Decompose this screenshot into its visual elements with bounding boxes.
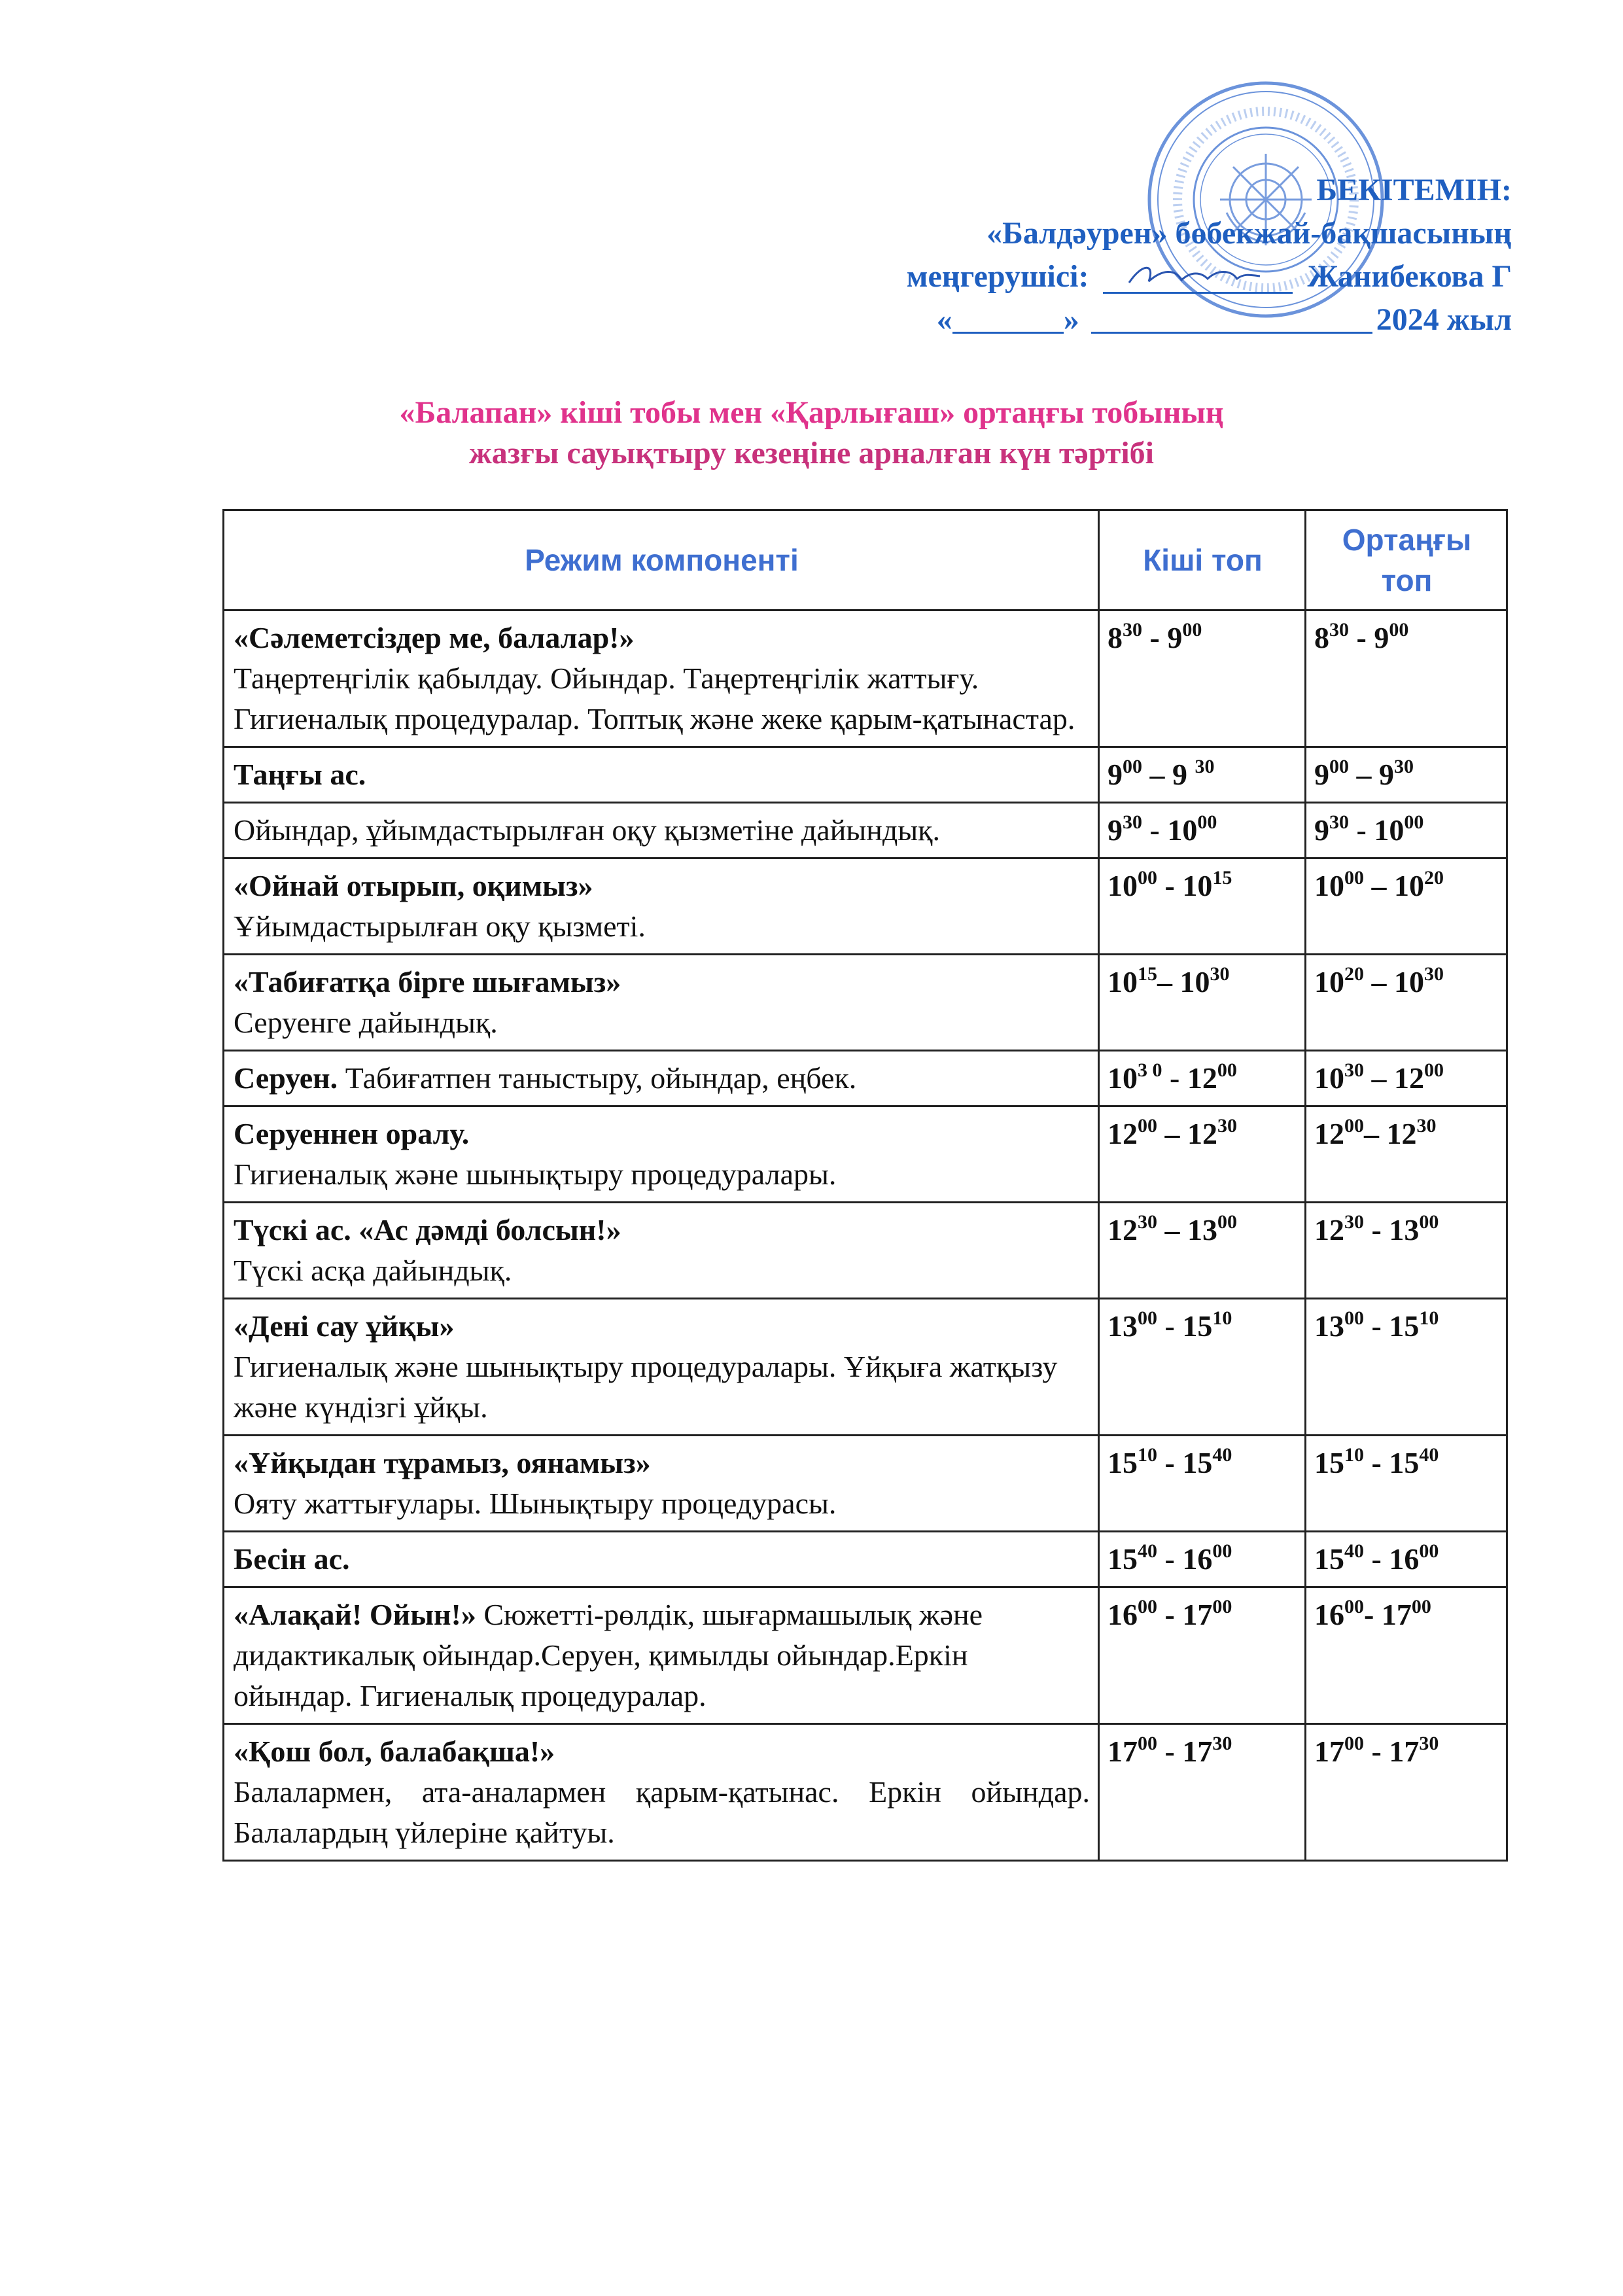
time-separator: - (1157, 1735, 1183, 1768)
time-minutes: 30 (1123, 619, 1142, 641)
time-hours: 9 (1314, 758, 1329, 791)
time-hours: 15 (1108, 1446, 1138, 1479)
middle-group-time (1306, 1724, 1507, 1861)
time-minutes: 00 (1389, 619, 1409, 641)
time-minutes: 30 (1329, 619, 1349, 641)
time-hours: 10 (1314, 869, 1344, 902)
regime-cell (224, 1532, 1099, 1587)
time-minutes: 00 (1404, 811, 1424, 833)
junior-group-time (1099, 1724, 1306, 1861)
time-minutes: 10 (1138, 1444, 1157, 1466)
activity-title: «Дені сау ұйқы» (234, 1309, 455, 1343)
regime-cell (224, 1436, 1099, 1532)
time-separator: - (1142, 621, 1168, 654)
schedule-body (224, 610, 1507, 1861)
time-hours: 9 (1379, 758, 1394, 791)
junior-group-time (1099, 858, 1306, 955)
activity-description: Ойындар, ұйымдастырылған оқу қызметіне дайындық. (234, 813, 941, 847)
time-minutes: 00 (1123, 756, 1142, 777)
time-hours: 12 (1187, 1117, 1217, 1150)
time-minutes: 00 (1138, 1115, 1157, 1137)
time-hours: 13 (1187, 1213, 1217, 1246)
table-row (224, 1532, 1507, 1587)
activity-description: Ояту жаттығулары. Шынықтыру процедурасы. (234, 1487, 837, 1520)
time-minutes: 30 (1123, 811, 1142, 833)
activity-description: Серуенге дайындық. (234, 1006, 498, 1039)
table-row (224, 1724, 1507, 1861)
time-separator: - (1157, 1446, 1183, 1479)
time-hours: 10 (1182, 869, 1213, 902)
time-hours: 12 (1386, 1117, 1417, 1150)
middle-group-time (1306, 1299, 1507, 1436)
time-minutes: 00 (1344, 1115, 1364, 1137)
activity-title: «Қош бол, балабақша!» (234, 1735, 555, 1768)
time-separator: - (1364, 1735, 1389, 1768)
daily-schedule-table (222, 509, 1508, 1862)
time-separator: – (1364, 869, 1394, 902)
time-minutes: 00 (1419, 1540, 1439, 1562)
time-minutes: 00 (1424, 1059, 1444, 1081)
regime-cell (224, 858, 1099, 955)
middle-group-time (1306, 747, 1507, 803)
time-separator: – (1364, 1117, 1387, 1150)
time-hours: 10 (1108, 1061, 1138, 1095)
header-junior-group: Кіші топ (1099, 510, 1306, 610)
time-separator: – (1157, 965, 1180, 998)
junior-group-time (1099, 1436, 1306, 1532)
time-hours: 16 (1182, 1542, 1213, 1576)
time-separator: – (1349, 758, 1379, 791)
date-day-blank (952, 303, 1064, 334)
time-minutes: 00 (1138, 1307, 1157, 1329)
time-hours: 10 (1374, 813, 1405, 847)
time-minutes: 3 0 (1138, 1059, 1162, 1081)
time-minutes: 30 (1424, 963, 1444, 985)
time-separator: - (1157, 869, 1183, 902)
time-hours: 10 (1394, 869, 1424, 902)
activity-description: Түскі асқа дайындық. (234, 1254, 512, 1287)
time-hours: 10 (1394, 965, 1424, 998)
time-hours: 12 (1314, 1213, 1344, 1246)
time-minutes: 00 (1411, 1596, 1431, 1617)
activity-description: Балалармен, ата-аналармен қарым-қатынас. Еркін ойындар. Балалардың үйлеріне қайтуы. (234, 1775, 1090, 1849)
table-row (224, 1051, 1507, 1106)
signature-line (1103, 256, 1293, 294)
regime-cell (224, 955, 1099, 1051)
time-minutes: 20 (1424, 867, 1444, 889)
time-minutes: 30 (1344, 1059, 1364, 1081)
time-minutes: 30 (1329, 811, 1349, 833)
time-minutes: 30 (1394, 756, 1414, 777)
table-row (224, 858, 1507, 955)
time-minutes: 00 (1217, 1059, 1237, 1081)
middle-group-time (1306, 1051, 1507, 1106)
activity-description: Гигиеналық және шынықтыру процедуралары. Ұйқыға жатқызу және күндізгі ұйқы. (234, 1350, 1058, 1424)
time-minutes: 00 (1217, 1211, 1237, 1233)
time-hours: 9 (1108, 813, 1123, 847)
time-separator: - (1364, 1598, 1382, 1631)
junior-group-time (1099, 955, 1306, 1051)
time-minutes: 30 (1419, 1733, 1439, 1754)
time-minutes: 30 (1210, 963, 1230, 985)
time-hours: 16 (1108, 1598, 1138, 1631)
table-row (224, 955, 1507, 1051)
year-label: 2024 жыл (1376, 302, 1512, 337)
time-minutes: 30 (1344, 1211, 1364, 1233)
activity-title: «Сәлеметсіздер ме, балалар!» (234, 621, 635, 654)
time-minutes: 15 (1138, 963, 1157, 985)
time-hours: 8 (1314, 621, 1329, 654)
junior-group-time (1099, 1532, 1306, 1587)
time-minutes: 20 (1344, 963, 1364, 985)
time-minutes: 00 (1212, 1540, 1232, 1562)
middle-group-time (1306, 955, 1507, 1051)
time-minutes: 00 (1344, 1596, 1364, 1617)
activity-title: Серуеннен оралу. (234, 1117, 470, 1150)
activity-title: Серуен. (234, 1061, 338, 1095)
time-hours: 10 (1314, 965, 1344, 998)
approval-block (596, 169, 1512, 342)
middle-group-time (1306, 803, 1507, 858)
time-hours: 15 (1389, 1446, 1420, 1479)
regime-cell (224, 803, 1099, 858)
junior-group-time (1099, 1299, 1306, 1436)
time-separator: - (1349, 621, 1374, 654)
time-separator: - (1349, 813, 1374, 847)
time-hours: 10 (1167, 813, 1198, 847)
time-hours: 10 (1108, 965, 1138, 998)
middle-group-time (1306, 858, 1507, 955)
regime-cell (224, 1203, 1099, 1299)
table-row (224, 610, 1507, 747)
approval-position-line (596, 255, 1512, 298)
middle-group-time (1306, 1532, 1507, 1587)
regime-cell (224, 610, 1099, 747)
table-row (224, 747, 1507, 803)
time-separator: - (1157, 1309, 1183, 1343)
time-hours: 17 (1389, 1735, 1420, 1768)
table-header-row (224, 510, 1507, 610)
time-minutes: 30 (1217, 1115, 1237, 1137)
time-hours: 10 (1108, 869, 1138, 902)
approval-date-line: « » 2024 жыл (936, 302, 1512, 337)
middle-group-time (1306, 610, 1507, 747)
activity-title: Бесін ас. (234, 1542, 350, 1576)
activity-title: Түскі ас. «Ас дәмді болсын!» (234, 1213, 621, 1246)
time-hours: 17 (1314, 1735, 1344, 1768)
time-minutes: 00 (1344, 1733, 1364, 1754)
time-minutes: 40 (1344, 1540, 1364, 1562)
regime-cell (224, 747, 1099, 803)
regime-cell (224, 1587, 1099, 1724)
time-hours: 15 (1182, 1446, 1213, 1479)
time-separator: - (1364, 1213, 1389, 1246)
time-hours: 17 (1182, 1598, 1213, 1631)
time-minutes: 40 (1419, 1444, 1439, 1466)
time-separator: - (1142, 813, 1168, 847)
middle-group-time (1306, 1436, 1507, 1532)
time-hours: 17 (1381, 1598, 1412, 1631)
time-hours: 12 (1394, 1061, 1424, 1095)
time-separator: - (1364, 1446, 1389, 1479)
time-minutes: 15 (1212, 867, 1232, 889)
document-title (0, 393, 1623, 474)
time-hours: 13 (1314, 1309, 1344, 1343)
activity-description: Сюжетті-рөлдік, шығармашылық және дидактикалық ойындар.Серуен, қимылды ойындар.Еркін ойындар. Гигиеналық процедуралар. (234, 1598, 983, 1712)
time-minutes: 30 (1138, 1211, 1157, 1233)
time-separator: - (1157, 1542, 1183, 1576)
time-hours: 12 (1108, 1213, 1138, 1246)
time-hours: 16 (1389, 1542, 1420, 1576)
time-minutes: 30 (1195, 756, 1215, 777)
time-minutes: 00 (1138, 1733, 1157, 1754)
activity-title: Таңғы ас. (234, 758, 366, 791)
time-separator: – (1364, 965, 1394, 998)
time-hours: 9 (1374, 621, 1389, 654)
activity-title: «Ойнай отырып, оқимыз» (234, 869, 593, 902)
time-separator: – (1142, 758, 1172, 791)
time-hours: 13 (1389, 1213, 1420, 1246)
time-separator: - (1162, 1061, 1187, 1095)
approval-heading: БЕКІТЕМІН: (1316, 173, 1512, 207)
header-middle-group: Ортаңғы топ (1306, 510, 1507, 610)
regime-cell (224, 1051, 1099, 1106)
date-month-blank (1091, 303, 1372, 334)
time-hours: 15 (1182, 1309, 1213, 1343)
time-hours: 13 (1108, 1309, 1138, 1343)
time-minutes: 10 (1419, 1307, 1439, 1329)
title-line-1: «Балапан» кіші тобы мен «Қарлығаш» ортаңғы тобының (399, 395, 1224, 430)
table-row (224, 1106, 1507, 1203)
time-minutes: 00 (1138, 1596, 1157, 1617)
time-hours: 16 (1314, 1598, 1344, 1631)
time-minutes: 00 (1138, 867, 1157, 889)
time-minutes: 00 (1329, 756, 1349, 777)
time-minutes: 00 (1197, 811, 1217, 833)
time-hours: 15 (1314, 1446, 1344, 1479)
manager-name: Жанибекова Г (1307, 259, 1512, 294)
table-row (224, 1587, 1507, 1724)
time-hours: 9 (1167, 621, 1183, 654)
title-line-2: жазғы сауықтыру кезеңіне арналған күн тәртібі (468, 436, 1155, 470)
activity-title: «Алақай! Ойын!» (234, 1598, 476, 1631)
time-minutes: 00 (1212, 1596, 1232, 1617)
time-hours: 10 (1179, 965, 1210, 998)
time-hours: 9 (1172, 758, 1195, 791)
approval-org-line: «Балдәурен» бөбекжай-бақшасының (986, 216, 1512, 251)
junior-group-time (1099, 1106, 1306, 1203)
time-hours: 9 (1314, 813, 1329, 847)
junior-group-time (1099, 803, 1306, 858)
table-row (224, 1203, 1507, 1299)
time-minutes: 10 (1212, 1307, 1232, 1329)
time-minutes: 30 (1416, 1115, 1437, 1137)
activity-description: Ұйымдастырылған оқу қызметі. (234, 910, 646, 943)
handwritten-signature (1103, 256, 1293, 292)
junior-group-time (1099, 610, 1306, 747)
time-hours: 17 (1182, 1735, 1213, 1768)
time-minutes: 00 (1344, 867, 1364, 889)
junior-group-time (1099, 1051, 1306, 1106)
header-regime-component: Режим компоненті (224, 510, 1099, 610)
activity-description: Гигиеналық және шынықтыру процедуралары. (234, 1157, 837, 1191)
time-hours: 15 (1314, 1542, 1344, 1576)
activity-description: Табиғатпен таныстыру, ойындар, еңбек. (338, 1061, 857, 1095)
regime-cell (224, 1106, 1099, 1203)
time-minutes: 30 (1212, 1733, 1232, 1754)
time-separator: – (1157, 1117, 1187, 1150)
time-separator: - (1364, 1309, 1389, 1343)
time-hours: 9 (1108, 758, 1123, 791)
time-separator: - (1157, 1598, 1183, 1631)
time-minutes: 40 (1138, 1540, 1157, 1562)
activity-description: Таңертеңгілік қабылдау. Ойындар. Таңертеңгілік жаттығу. Гигиеналық процедуралар. Топтық және жеке қарым-қатынастар. (234, 662, 1075, 735)
table-row (224, 1436, 1507, 1532)
position-label: меңгерушісі: (906, 259, 1089, 294)
time-hours: 15 (1389, 1309, 1420, 1343)
activity-title: «Табиғатқа бірге шығамыз» (234, 965, 621, 998)
time-hours: 12 (1314, 1117, 1344, 1150)
table-row (224, 803, 1507, 858)
time-hours: 17 (1108, 1735, 1138, 1768)
junior-group-time (1099, 1587, 1306, 1724)
time-separator: - (1364, 1542, 1389, 1576)
time-minutes: 00 (1182, 619, 1202, 641)
time-minutes: 40 (1212, 1444, 1232, 1466)
time-minutes: 10 (1344, 1444, 1364, 1466)
time-hours: 15 (1108, 1542, 1138, 1576)
middle-group-time (1306, 1587, 1507, 1724)
time-hours: 10 (1314, 1061, 1344, 1095)
time-minutes: 00 (1419, 1211, 1439, 1233)
time-minutes: 00 (1344, 1307, 1364, 1329)
regime-cell (224, 1299, 1099, 1436)
time-hours: 12 (1187, 1061, 1217, 1095)
activity-title: «Ұйқыдан тұрамыз, оянамыз» (234, 1446, 651, 1479)
table-row (224, 1299, 1507, 1436)
junior-group-time (1099, 747, 1306, 803)
middle-group-time (1306, 1106, 1507, 1203)
time-separator: – (1364, 1061, 1394, 1095)
middle-group-time (1306, 1203, 1507, 1299)
time-separator: – (1157, 1213, 1187, 1246)
time-hours: 8 (1108, 621, 1123, 654)
regime-cell (224, 1724, 1099, 1861)
time-hours: 12 (1108, 1117, 1138, 1150)
junior-group-time (1099, 1203, 1306, 1299)
